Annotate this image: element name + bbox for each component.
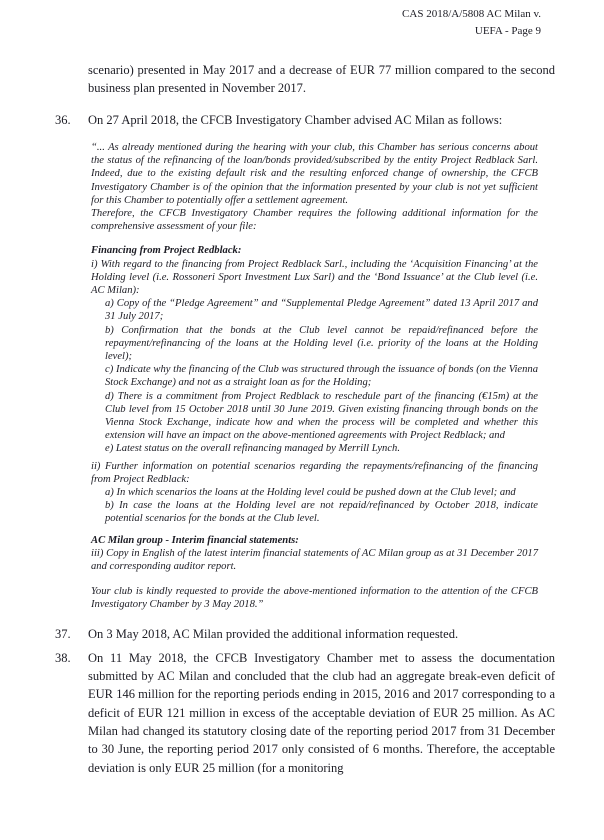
paragraph-37 — [55, 625, 555, 643]
quote-heading-interim: AC Milan group - Interim financial statements: — [91, 534, 299, 546]
quote-heading-financing: Financing from Project Redblack: — [91, 245, 242, 257]
quote-item-iii: iii) Copy in English of the latest interim financial statements of AC Milan group as at 31 December 2017 and corresponding auditor report. — [91, 547, 538, 572]
quote-paragraph-2: Therefore, the CFCB Investigatory Chamber requires the following additional information for the comprehensive assessment of your file: — [91, 207, 538, 233]
paragraph-36 — [55, 111, 555, 129]
quote-item-i-e: e) Latest status on the overall refinancing managed by Merrill Lynch. — [105, 443, 400, 455]
case-reference: CAS 2018/A/5808 AC Milan v. — [402, 8, 541, 20]
paragraph-38-text: On 11 May 2018, the CFCB Investigatory Chamber met to assess the documentation submitted by AC Milan and concluded that the club had an aggregate break-even deficit of EUR 146 million for the reporting periods ending in 2015, 2016 and 2017 corresponding to a deficit of EUR 121 million in excess of the acceptable deviation of EUR 25 million. As AC Milan had changed its statutory closing date of the reporting period 2017 from 31 December to 30 June, the reporting period 2017 only consisted of 6 months. Therefore, the acceptable deviation is only EUR 25 million (for a monitoring — [88, 650, 555, 775]
quote-paragraph-1: “... As already mentioned during the hearing with your club, this Chamber has serious concerns about the status of the refinancing of the loan/bonds provided/subscribed by the entity Project Redblack Sarl. Indeed, due to the existing default risk and the resulting enforced change of ownership, the CFCB Investigatory Chamber is of the opinion that the information presented by your club is not yet sufficient for this Chamber to potentially offer a settlement agreement. — [91, 141, 538, 206]
quote-item-i: i) With regard to the financing from Project Redblack Sarl., including the ‘Acquisition Financing’ at the Holding level (i.e. Rossoneri Sport Investment Lux Sarl) and the ‘Bond Issuance’ at the Club level (i.e. AC Milan): — [91, 258, 538, 296]
paragraph-36-number: 36. — [55, 112, 71, 127]
paragraph-37-text: On 3 May 2018, AC Milan provided the additional information requested. — [88, 626, 459, 641]
paragraph-38-number: 38. — [55, 650, 71, 665]
document-body — [55, 61, 555, 777]
quote-item-i-b: b) Confirmation that the bonds at the Club level cannot be repaid/refinanced before the repayment/refinancing of the loans at the Holding level (i.e. priority of the loans at the Holding level); — [105, 324, 538, 362]
paragraph-37-number: 37. — [55, 626, 71, 641]
quote-item-ii: ii) Further information on potential scenarios regarding the repayments/refinancing of the financing from Project Redblack: — [91, 460, 538, 485]
paragraph-38 — [55, 649, 555, 777]
quote-item-i-c: c) Indicate why the financing of the Club was structured through the issuance of bonds (on the Vienna Stock Exchange) and not as a straight loan as for the Holding; — [105, 364, 538, 389]
page-number: UEFA - Page 9 — [474, 25, 541, 37]
quote-item-i-a: a) Copy of the “Pledge Agreement” and “Supplemental Pledge Agreement” dated 13 April 2017 and 31 July 2017; — [105, 298, 538, 323]
quote-closing: Your club is kindly requested to provide the above-mentioned information to the attention of the CFCB Investigatory Chamber by 3 May 2018.” — [91, 586, 538, 611]
quote-item-ii-a: a) In which scenarios the loans at the Holding level could be pushed down at the Club level; and — [105, 486, 516, 498]
paragraph-36-text: On 27 April 2018, the CFCB Investigatory Chamber advised AC Milan as follows: — [88, 112, 503, 127]
quote-item-ii-b: b) In case the loans at the Holding level are not repaid/refinanced by October 2018, indicate potential scenarios for the bonds at the Club level. — [105, 500, 538, 525]
quote-item-i-d: d) There is a commitment from Project Redblack to reschedule part of the financing (€15m) at the Club level from 15 October 2018 until 30 June 2019. Given existing financing through bonds on the Vienna Stock Exchange, indicate how and when the process will be completed and whether this extension will have an impact on the above-mentioned agreements with Project Redblack; and — [105, 390, 538, 442]
paragraph-continuation: scenario) presented in May 2017 and a decrease of EUR 77 million compared to the second business plan presented in November 2017. — [88, 63, 555, 96]
cfcb-letter-quote — [91, 141, 538, 612]
page-header — [0, 0, 604, 40]
